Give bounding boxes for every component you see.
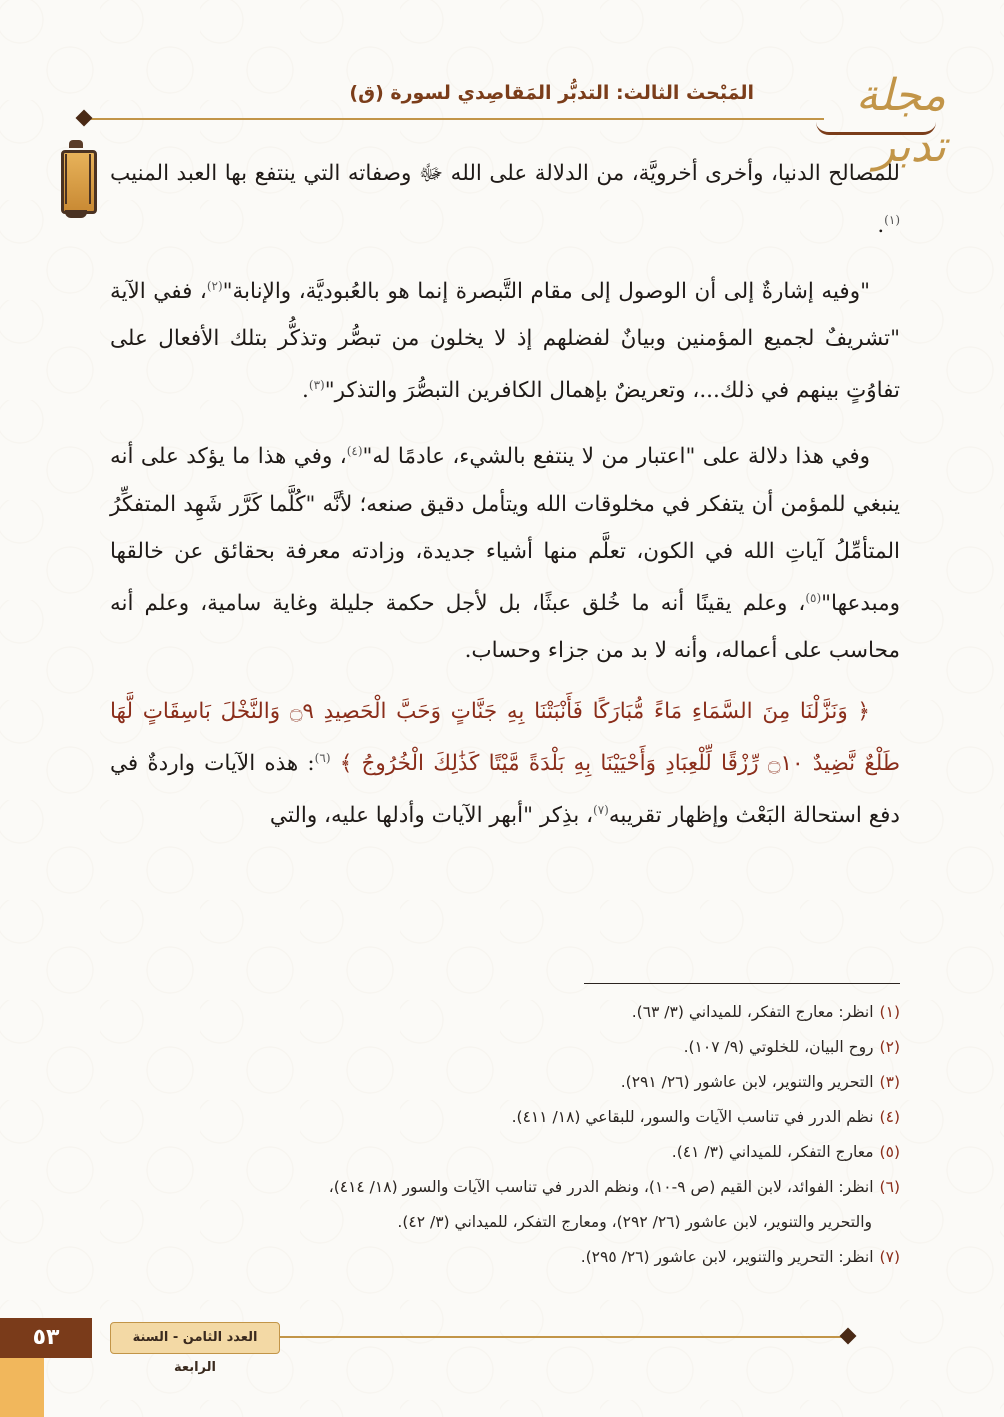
paragraph-1: للمصالح الدنيا، وأخرى أخرويَّة، من الدلالة على الله ﷻ وصفاته التي ينتفع بها العبد المنيب $^{(١)}$. [110, 161, 900, 239]
footnote-item: (٧)انظر: التحرير والتنوير، لابن عاشور (٢٦/ ٢٩٥). [580, 1248, 900, 1266]
footnotes-list [110, 995, 900, 1275]
footnote-ref-2[interactable]: (٢) [206, 279, 223, 294]
page-number: ٥٣ [0, 1318, 92, 1358]
quran-verse: ﴿ وَنَزَّلْنَا مِنَ السَّمَاءِ مَاءً مُّبَارَكًا فَأَنْبَتْنَا بِهِ جَنَّاتٍ وَحَبَّ الْحَصِيدِ ۝٩ وَالنَّخْلَ بَاسِقَاتٍ لَّهَا طَلْعٌ نَّضِيدٌ ۝١٠ رِّزْقًا لِّلْعِبَادِ وَأَحْيَيْنَا بِهِ بَلْدَةً مَّيْتًا كَذَٰلِكَ الْخُرُوجُ ﴾ [110, 698, 900, 776]
footnote-ref-7[interactable]: (٧) [593, 802, 609, 817]
footnote-item-continuation: والتحرير والتنوير، لابن عاشور (٢٦/ ٢٩٢)، ومعارج التفكر، للميداني (٣/ ٤٢). [397, 1213, 872, 1231]
footnote-item: (٥)معارج التفكر، للميداني (٣/ ٤١). [671, 1143, 900, 1161]
footnote-ref-4[interactable]: (٤) [346, 444, 363, 459]
page-header [0, 70, 1004, 172]
article-body [110, 150, 900, 853]
diamond-ornament-icon [76, 110, 93, 127]
footnote-ref-3[interactable]: (٣) [308, 378, 325, 393]
page-edge-strip [0, 1358, 44, 1417]
footnote-ref-6[interactable]: (٦) [314, 750, 331, 765]
paragraph-2: "وفيه إشارةٌ إلى أن الوصول إلى مقام التَّبصرة إنما هو بالعُبوديَّة، والإنابة"$^{(٢)}$، ففي الآية "تشريفٌ لجميع المؤمنين وبيانٌ لفضلهم إذ لا يخلون من تبصُّر وتذكُّر بتلك الأفعال على تفاوُتٍ بينهم في ذلك...، وتعريضٌ بإهمال الكافرين التبصُّرَ والتذكر"$^{(٣)}$. [110, 279, 900, 404]
footnotes-divider [584, 983, 900, 984]
footnote-item: (١)انظر: معارج التفكر، للميداني (٣/ ٦٣). [631, 1003, 900, 1021]
header-divider [84, 118, 824, 120]
issue-badge: العدد الثامن - السنة الرابعة [110, 1322, 280, 1354]
footnote-item: (٤)نظم الدرر في تناسب الآيات والسور، للبقاعي (١٨/ ٤١١). [511, 1108, 900, 1126]
paragraph-3: وفي هذا دلالة على "اعتبار من لا ينتفع بالشيء، عادمًا له"$^{(٤)}$، وفي هذا ما يؤكد على أنه ينبغي للمؤمن أن يتفكر في مخلوقات الله ويتأمل دقيق صنعه؛ لأنَّه "كُلَّما كَرَّر شَهِد المتفكِّرُ المتأمِّلُ آياتِ الله في الكون، تعلَّم منها أشياء جديدة، وزادته معرفة بحقائق عن خالقها ومبدعها"$^{(٥)}$، وعلم يقينًا أنه ما خُلق عبثًا، بل لأجل حكمة جليلة وغاية سامية، وعلم أنه محاسب على أعماله، وأنه لا بد من جزاء وحساب. [110, 444, 900, 663]
logo-swash-ornament [816, 122, 936, 135]
section-title: المَبْحث الثالث: التدبُّر المَقاصِدي لسورة (ق) [349, 82, 754, 104]
footnote-item: (٢)روح البيان، للخلوتي (٩/ ١٠٧). [683, 1038, 900, 1056]
footnote-ref-1[interactable]: (١) [884, 213, 900, 227]
footnote-ref-5[interactable]: (٥) [805, 590, 822, 605]
magazine-logo: مجلة تدبر [855, 70, 946, 172]
footnote-item: (٦)انظر: الفوائد، لابن القيم (ص ٩-١٠)، ونظم الدرر في تناسب الآيات والسور (١٨/ ٤١٤)، [328, 1178, 900, 1196]
lantern-icon [55, 140, 97, 220]
footer-divider [280, 1336, 850, 1338]
footnote-item: (٣)التحرير والتنوير، لابن عاشور (٢٦/ ٢٩١). [620, 1073, 900, 1091]
paragraph-4: ﴿ وَنَزَّلْنَا مِنَ السَّمَاءِ مَاءً مُّبَارَكًا فَأَنْبَتْنَا بِهِ جَنَّاتٍ وَحَبَّ الْحَصِيدِ ۝٩ وَالنَّخْلَ بَاسِقَاتٍ لَّهَا طَلْعٌ نَّضِيدٌ ۝١٠ رِّزْقًا لِّلْعِبَادِ وَأَحْيَيْنَا بِهِ بَلْدَةً مَّيْتًا كَذَٰلِكَ الْخُرُوجُ ﴾ $^{(٦)}$: هذه الآيات واردةٌ في دفع استحالة البَعْث وإظهار تقريبه$^{(٧)}$، بذِكر "أبهر الآيات وأدلها عليه، والتي [110, 698, 900, 829]
